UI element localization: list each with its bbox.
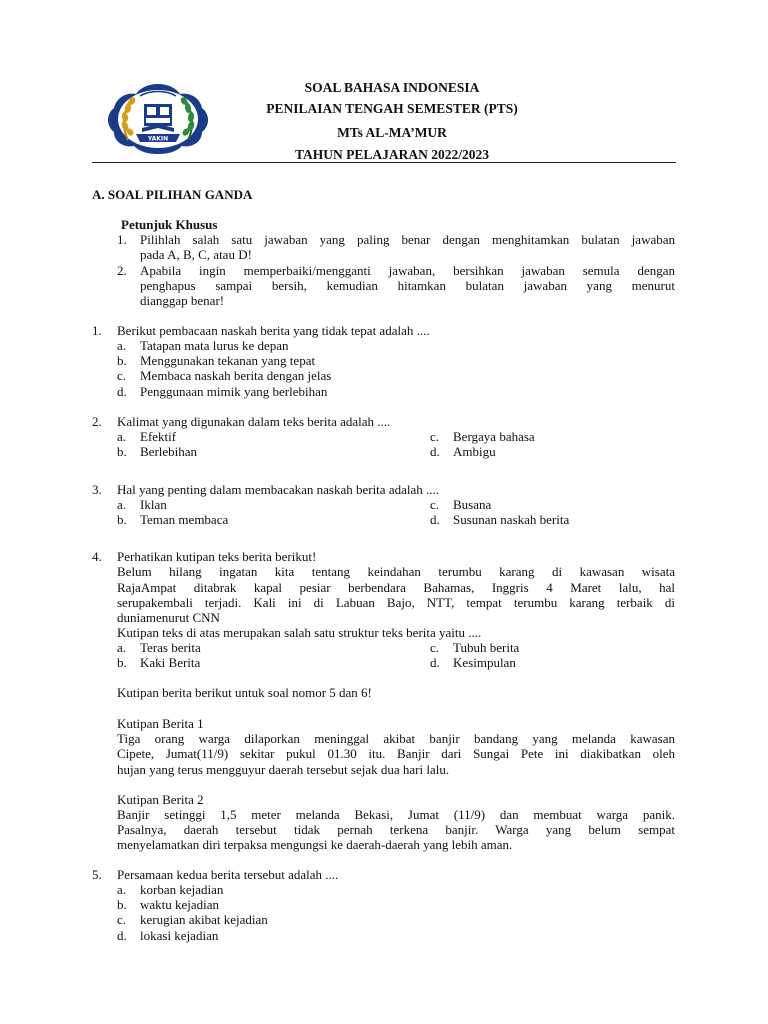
question-prompt: Kutipan teks di atas merupakan salah satu struktur teks berita yaitu .... <box>117 625 482 640</box>
option-letter: a. <box>117 882 127 897</box>
header-line-3: MTs AL-MA’MUR <box>337 125 447 140</box>
excerpt-line: hujan yang terus mengguyur daerah tersebut sejak dua hari lalu. <box>117 762 450 777</box>
question-number: 1. <box>92 323 102 338</box>
school-logo <box>106 82 210 154</box>
excerpt-line: Pasalnya, daerah tersebut tidak pernah terkena banjir. Warga yang belum sempat <box>117 822 675 837</box>
question-number: 5. <box>92 867 102 882</box>
option-text: Tubuh berita <box>453 640 520 655</box>
option-text: Susunan naskah berita <box>453 512 570 527</box>
option-letter: b. <box>117 897 127 912</box>
option-text: Membaca naskah berita dengan jelas <box>140 368 332 383</box>
header-rule <box>92 162 676 163</box>
option-letter: b. <box>117 512 127 527</box>
option-text: Teman membaca <box>140 512 229 527</box>
option-text: Busana <box>453 497 492 512</box>
option-text: Ambigu <box>453 444 496 459</box>
option-letter: a. <box>117 429 127 444</box>
excerpt-line: Tiga orang warga dilaporkan meninggal akibat banjir bandang yang melanda kawasan <box>117 731 675 746</box>
instruction-number: 2. <box>117 263 127 278</box>
section-title: A. SOAL PILIHAN GANDA <box>92 187 253 202</box>
option-letter: c. <box>430 429 440 444</box>
option-letter: d. <box>117 384 127 399</box>
book-icon <box>142 104 174 132</box>
instruction-line: Pilihlah salah satu jawaban yang paling benar dengan menghitamkan bulatan jawaban <box>140 232 675 247</box>
header-line-4: TAHUN PELAJARAN 2022/2023 <box>294 147 489 162</box>
option-letter: c. <box>117 912 127 927</box>
option-text: Iklan <box>140 497 167 512</box>
excerpt-line: menyelamatkan diri terpaksa mengungsi ke daerah-daerah yang lebih aman. <box>117 837 513 852</box>
option-text: Efektif <box>140 429 177 444</box>
instruction-line: dianggap benar! <box>140 293 225 308</box>
instructions-title: Petunjuk Khusus <box>121 217 218 232</box>
option-text: Menggunakan tekanan yang tepat <box>140 353 316 368</box>
question-text: Hal yang penting dalam membacakan naskah berita adalah .... <box>117 482 439 497</box>
option-text: Bergaya bahasa <box>453 429 535 444</box>
header-line-1: SOAL BAHASA INDONESIA <box>304 80 480 95</box>
option-letter: d. <box>117 928 127 943</box>
question-number: 3. <box>92 482 102 497</box>
excerpt-line: Banjir setinggi 1,5 meter melanda Bekasi, Jumat (11/9) dan membuat warga panik. <box>117 807 675 822</box>
option-letter: a. <box>117 338 127 353</box>
option-letter: c. <box>430 497 440 512</box>
option-text: Penggunaan mimik yang berlebihan <box>140 384 328 399</box>
option-text: Kaki Berita <box>140 655 201 670</box>
question-number: 2. <box>92 414 102 429</box>
header-line-2: PENILAIAN TENGAH SEMESTER (PTS) <box>266 101 518 116</box>
option-text: Kesimpulan <box>453 655 516 670</box>
option-text: waktu kejadian <box>140 897 220 912</box>
option-letter: c. <box>117 368 127 383</box>
excerpt-title: Kutipan Berita 2 <box>117 792 204 807</box>
question-text: Berikut pembacaan naskah berita yang tidak tepat adalah .... <box>117 323 430 338</box>
question-text: Persamaan kedua berita tersebut adalah .... <box>117 867 339 882</box>
option-letter: d. <box>430 655 440 670</box>
option-text: kerugian akibat kejadian <box>140 912 268 927</box>
passage-line: RajaAmpat ditabrak kapal pesiar berbendara Bahamas, Inggris 4 Maret lalu, hal <box>117 580 675 595</box>
option-text: Teras berita <box>140 640 201 655</box>
question-text: Perhatikan kutipan teks berita berikut! <box>117 549 317 564</box>
excerpt-line: Cipete, Jumat(11/9) sekitar pukul 01.30 itu. Banjir dari Sungai Pete ini diakibatkan oleh <box>117 746 675 761</box>
option-letter: c. <box>430 640 440 655</box>
option-letter: d. <box>430 444 440 459</box>
passage-line: Belum hilang ingatan kita tentang keindahan terumbu karang di kawasan wisata <box>117 564 675 579</box>
excerpt-title: Kutipan Berita 1 <box>117 716 204 731</box>
option-letter: a. <box>117 640 127 655</box>
option-letter: a. <box>117 497 127 512</box>
option-text: korban kejadian <box>140 882 224 897</box>
question-number: 4. <box>92 549 102 564</box>
option-text: Berlebihan <box>140 444 198 459</box>
passage-intro: Kutipan berita berikut untuk soal nomor 5 dan 6! <box>117 685 372 700</box>
instruction-line: penghapus sampai bersih, kemudian hitamkan bulatan jawaban yang menurut <box>140 278 675 293</box>
logo-text: YAKIN <box>147 135 169 143</box>
instruction-line: pada A, B, C, atau D! <box>140 247 252 262</box>
option-letter: b. <box>117 655 127 670</box>
instruction-line: Apabila ingin memperbaiki/mengganti jawaban, bersihkan jawaban semula dengan <box>140 263 675 278</box>
option-letter: b. <box>117 444 127 459</box>
option-letter: b. <box>117 353 127 368</box>
passage-line: serupakembali terjadi. Kali ini di Labuan Bajo, NTT, tempat terumbu karang terbaik di <box>117 595 675 610</box>
option-text: lokasi kejadian <box>140 928 219 943</box>
option-text: Tatapan mata lurus ke depan <box>140 338 289 353</box>
question-text: Kalimat yang digunakan dalam teks berita adalah .... <box>117 414 391 429</box>
option-letter: d. <box>430 512 440 527</box>
logo-ribbon <box>136 134 180 143</box>
instruction-number: 1. <box>117 232 127 247</box>
passage-line: duniamenurut CNN <box>117 610 220 625</box>
